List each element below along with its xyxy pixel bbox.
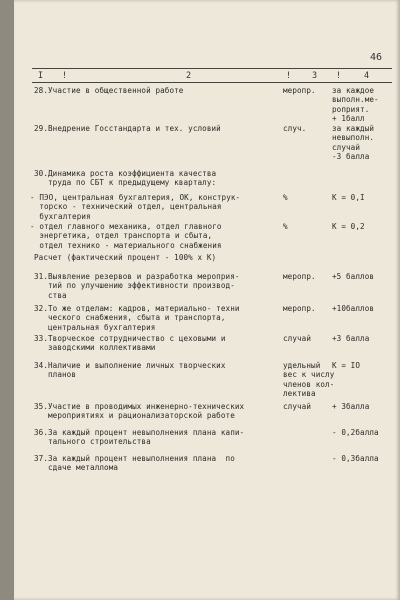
- row-number: 34.: [34, 361, 49, 370]
- row-unit-line: меропр.: [283, 304, 316, 313]
- row-text-line: - ПЭО, центральная бухгалтерия, ОК, конструк-: [30, 193, 241, 202]
- row-text-line: - отдел главного механика, отдел главного: [30, 222, 222, 231]
- row-score-line: К = 0,I: [332, 193, 365, 202]
- column-header-1: I: [38, 71, 44, 81]
- header-top-rule: [32, 68, 392, 69]
- row-score-line: - 0,2балла: [332, 428, 379, 437]
- row-number: 35.: [34, 402, 49, 411]
- row-unit-line: случ.: [283, 124, 307, 133]
- row-number: 28.: [34, 86, 49, 95]
- row-score-line: роприят.: [332, 104, 370, 114]
- page-number: 46: [369, 52, 382, 63]
- column-header-4: 4: [364, 71, 370, 81]
- row-unit-line: удельный: [283, 361, 321, 370]
- row-text-line: Выявление резервов и разработка мероприя-: [48, 272, 240, 281]
- row-score-line: К = IO: [332, 361, 361, 370]
- row-text-line: тального строительства: [48, 437, 151, 447]
- row-number: 32.: [34, 304, 49, 313]
- row-text-line: То же отделам: кадров, материально- техни: [48, 304, 240, 313]
- row-unit-line: лектива: [283, 389, 316, 399]
- row-text-line: Участие в проводимых инженерно-технических: [48, 402, 245, 411]
- row-text-line: ческого снабжения, сбыта и транспорта,: [48, 313, 226, 323]
- row-text-line: центральная бухгалтерия: [48, 322, 156, 332]
- row-number: 33.: [34, 334, 49, 343]
- row-unit-line: случай: [283, 334, 312, 343]
- row-score-line: случай: [332, 142, 361, 152]
- row-text-line: мероприятиях и рационализаторской работе: [48, 411, 235, 421]
- row-unit-line: случай: [283, 402, 312, 411]
- row-number: 29.: [34, 124, 49, 133]
- row-score-line: за каждое: [332, 86, 375, 95]
- row-text-line: отдел технико - материального снабжения: [30, 240, 222, 250]
- row-score-line: - 0,3балла: [332, 454, 379, 463]
- row-text-line: Расчет (фактический процент - 100% х К): [34, 253, 217, 262]
- row-text-line: торско - технический отдел, центральная: [30, 202, 222, 212]
- row-text-line: труда по СБТ к предыдущему кварталу:: [48, 178, 217, 188]
- row-text-line: Внедрение Госстандарта и тех. условий: [48, 124, 221, 133]
- row-unit-line: членов кол-: [283, 379, 335, 389]
- row-score-line: + 1балл: [332, 114, 365, 124]
- row-score-line: К = 0,2: [332, 222, 365, 231]
- row-number: 36.: [34, 428, 49, 437]
- document-page: [14, 0, 400, 600]
- row-score-line: + 3балла: [332, 402, 370, 411]
- row-text-line: Наличие и выполнение личных творческих: [48, 361, 226, 370]
- row-text-line: тий по улучшению эффективности производ-: [48, 281, 235, 291]
- row-score-line: +10баллов: [332, 304, 375, 313]
- row-score-line: +5 баллов: [332, 272, 375, 281]
- row-text-line: сдаче металлома: [48, 463, 119, 473]
- column-header-2: 2: [186, 71, 192, 81]
- row-unit-line: вес к числу: [283, 370, 335, 380]
- row-number: 30.: [34, 169, 49, 178]
- row-score-line: -3 балла: [332, 152, 370, 162]
- row-unit-line: меропр.: [283, 86, 316, 95]
- row-score-line: за каждый: [332, 124, 375, 133]
- header-bottom-rule: [32, 82, 392, 83]
- row-text-line: За каждый процент невыполнения плана по: [48, 454, 235, 463]
- column-header-sep-1: !: [62, 71, 68, 81]
- row-score-line: выполн.ме-: [332, 95, 379, 105]
- row-score-line: невыполн.: [332, 133, 375, 143]
- row-text-line: Участие в общественной работе: [48, 86, 184, 95]
- row-text-line: ства: [48, 290, 67, 300]
- row-number: 31.: [34, 272, 49, 281]
- row-text-line: планов: [48, 370, 77, 380]
- row-unit-line: %: [283, 193, 288, 202]
- row-text-line: бухгалтерия: [30, 211, 91, 221]
- row-number: 37.: [34, 454, 49, 463]
- row-unit-line: меропр.: [283, 272, 316, 281]
- column-header-sep-3: !: [336, 71, 342, 81]
- row-text-line: За каждый процент невыполнения плана капи-: [48, 428, 245, 437]
- row-text-line: энергетика, отдел транспорта и сбыта,: [30, 231, 213, 241]
- row-unit-line: %: [283, 222, 288, 231]
- row-text-line: заводскими коллективами: [48, 343, 156, 353]
- row-score-line: +3 балла: [332, 334, 370, 343]
- column-header-3: 3: [312, 71, 318, 81]
- row-text-line: Динамика роста коэффициента качества: [48, 169, 217, 178]
- column-header-sep-2: !: [286, 71, 292, 81]
- row-text-line: Творческое сотрудничество с цеховыми и: [48, 334, 226, 343]
